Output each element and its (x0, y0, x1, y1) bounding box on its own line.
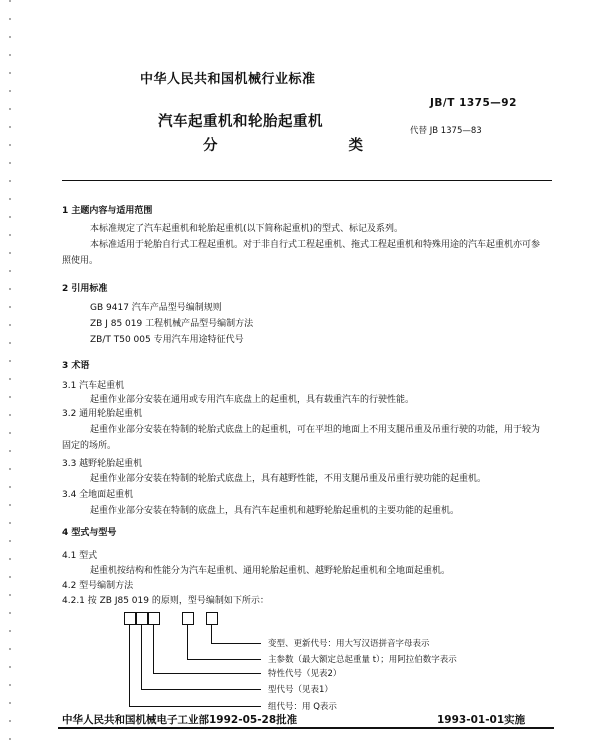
leader-line (129, 625, 130, 706)
standard-code: JB/T 1375—92 (430, 97, 517, 109)
header-divider (62, 180, 552, 181)
clause-4-2-heading: 4.2 型号编制方法 (62, 581, 134, 591)
effective-date: 1993-01-01实施 (437, 714, 526, 726)
section-3-heading: 3 术语 (62, 361, 90, 371)
leader-line (129, 706, 261, 707)
label-feature-code: 特性代号（见表2） (268, 669, 342, 679)
footer-divider (58, 727, 554, 729)
term-3-1-text: 起重作业部分安装在通用或专用汽车底盘上的起重机，具有载重汽车的行驶性能。 (90, 395, 415, 405)
code-box-group (124, 612, 136, 625)
binding-margin (9, 0, 11, 741)
term-3-2-text: 起重作业部分安装在特制的轮胎式底盘上的起重机，可在平坦的地面上不用支腿吊重及吊重行驶的功能，用于较为固定的场所。 (62, 425, 541, 451)
replaces-standard: 代替 JB 1375—83 (410, 126, 482, 136)
leader-line (187, 659, 261, 660)
section-1-heading: 1 主题内容与适用范围 (62, 206, 153, 216)
code-box-feature (148, 612, 160, 625)
document-title: 汽车起重机和轮胎起重机 (158, 114, 323, 130)
clause-4-1-text: 起重机按结构和性能分为汽车起重机、通用轮胎起重机、越野轮胎起重机和全地面起重机。 (90, 566, 451, 576)
code-box-variant (206, 612, 218, 625)
section-1-paragraph-1: 本标准规定了汽车起重机和轮胎起重机(以下简称起重机)的型式、标记及系列。 (90, 224, 404, 234)
reference-item: ZB J 85 019 工程机械产品型号编制方法 (90, 319, 254, 329)
leader-line (211, 625, 212, 643)
leader-line (187, 625, 188, 659)
subtitle-char-2: 类 (348, 138, 363, 154)
term-3-3-heading: 3.3 越野轮胎起重机 (62, 459, 143, 469)
label-main-parameter: 主参数（最大额定总起重量 t）；用阿拉伯数字表示 (268, 655, 457, 665)
term-3-1-heading: 3.1 汽车起重机 (62, 381, 125, 391)
leader-line (141, 625, 142, 689)
leader-line (153, 673, 261, 674)
approval-statement: 中华人民共和国机械电子工业部1992-05-28批准 (62, 714, 298, 726)
leader-line (141, 689, 261, 690)
leader-line (153, 625, 154, 673)
reference-item: ZB/T T50 005 专用汽车用途特征代号 (90, 335, 244, 345)
subtitle-char-1: 分 (203, 138, 218, 154)
label-variant-code: 变型、更新代号：用大写汉语拼音字母表示 (268, 639, 430, 649)
term-3-3-text: 起重作业部分安装在特制的轮胎式底盘上，具有越野性能，不用支腿吊重及吊重行驶功能的起重机。 (90, 474, 487, 484)
industry-standard-title: 中华人民共和国机械行业标准 (140, 72, 316, 87)
section-4-heading: 4 型式与型号 (62, 528, 117, 538)
clause-4-2-1-text: 4.2.1 按 ZB J85 019 的原则，型号编制如下所示： (62, 596, 269, 606)
term-3-2-heading: 3.2 通用轮胎起重机 (62, 409, 143, 419)
document-subtitle (203, 134, 363, 155)
code-box-main-param (182, 612, 194, 625)
term-3-4-heading: 3.4 全地面起重机 (62, 490, 134, 500)
leader-line (211, 643, 261, 644)
clause-4-1-heading: 4.1 型式 (62, 551, 98, 561)
section-2-heading: 2 引用标准 (62, 284, 108, 294)
code-box-type (136, 612, 148, 625)
section-1-paragraph-2: 本标准适用于轮胎自行式工程起重机。对于非自行式工程起重机、拖式工程起重机和特殊用途的汽车起重机亦可参照使用。 (62, 240, 541, 266)
label-type-code: 型代号（见表1） (268, 685, 333, 695)
term-3-4-text: 起重作业部分安装在特制的底盘上，具有汽车起重机和越野轮胎起重机的主要功能的起重机。 (90, 506, 460, 516)
label-group-code: 组代号：用 Q表示 (268, 702, 337, 712)
reference-item: GB 9417 汽车产品型号编制规则 (90, 303, 222, 313)
